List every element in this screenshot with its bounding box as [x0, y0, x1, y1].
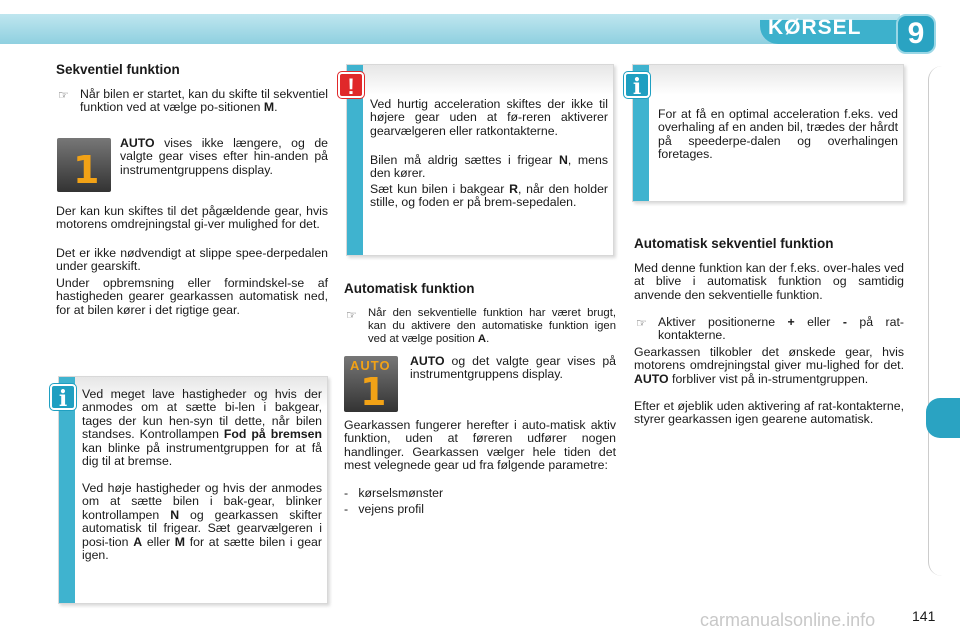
- warning-p1: Ved hurtig acceleration skiftes der ikke til højere gear uden at fø-reren aktiverer gearvælgeren eller ratkontakterne.: [370, 97, 608, 138]
- chapter-number: 9: [896, 14, 936, 54]
- bullet-icon: ☞: [636, 316, 647, 330]
- col2-bullet1: Når den sekventielle funktion har været brugt, kan du aktivere den automatiske funktion igen ved at vælge position A.: [368, 307, 616, 345]
- chapter-edge-tabs: [928, 66, 960, 576]
- col2-list-item-2: - vejens profil: [344, 502, 424, 516]
- header-bar: [0, 0, 960, 48]
- gear-display-icon: 1: [57, 138, 111, 192]
- col1-p2: Det er ikke nødvendigt at slippe spee-derpedalen under gearskift.: [56, 246, 328, 274]
- info-acceleration-p1: For at få en optimal acceleration f.eks. ved overhaling af en anden bil, trædes der hårdt på speederpe-dalen og overhalingen foretages.: [658, 107, 898, 162]
- warning-p3: Sæt kun bilen i bakgear R, når den holder stille, og foden er på brem-sepedalen.: [370, 182, 609, 210]
- heading-automatisk: Automatisk funktion: [344, 281, 475, 296]
- bullet-icon: ☞: [346, 308, 357, 322]
- col1-bullet1: Når bilen er startet, kan du skifte til sekventiel funktion ved at vælge po-sitionen M.: [80, 87, 328, 115]
- page-number: 141: [912, 608, 936, 624]
- col2-auto-text: AUTO og det valgte gear vises på instrumentgruppens display.: [410, 354, 616, 382]
- col2-p1: Gearkassen fungerer herefter i auto-matisk aktiv funktion, uden at føreren udfører nogen handlinger. Gearkassen vælger hele tiden det mest velegnede gear ud fra følgende parametre:: [344, 418, 616, 473]
- col3-p1: Med denne funktion kan der f.eks. over-hales ved at blive i automatisk funktion og samtidig anvende den sekventielle funktion.: [634, 261, 904, 302]
- col2-list-item-1: - kørselsmønster: [344, 486, 444, 500]
- col3-bullet1: Aktiver positionerne + eller - på rat-kontakterne.: [658, 315, 904, 343]
- active-chapter-tab: [926, 398, 960, 438]
- col1-p1: Der kan kun skiftes til det pågældende gear, hvis motorens omdrejningstal gi-ver mulighed for det.: [56, 204, 328, 232]
- info-icon: i: [624, 72, 650, 98]
- heading-sekventiel: Sekventiel funktion: [56, 62, 180, 77]
- info-low-speed-p1: Ved meget lave hastigheder og hvis der anmodes om at sætte bi-len i bakgear, tages der kun hen-syn til dette, når bilen standses. Kontrollampen Fod på bremsen kan blinke på instrumentgruppen for at få dig til at bremse.: [82, 387, 322, 469]
- auto-gear-display-icon: AUTO 1: [344, 356, 398, 412]
- info-icon: i: [50, 384, 76, 410]
- col1-p3: Under opbremsning eller formindskel-se af hastigheden gearer gearkassen automatisk ned, for at bilen kører i det rigtige gear.: [56, 276, 328, 317]
- heading-automatisk-sekventiel: Automatisk sekventiel funktion: [634, 236, 834, 251]
- warning-icon: !: [338, 72, 364, 98]
- col3-p2: Gearkassen tilkobler det ønskede gear, hvis motorens omdrejningstal giver mu-lighed for det. AUTO forbliver vist på in-strumentgruppen.: [634, 345, 904, 386]
- bullet-icon: ☞: [58, 88, 69, 102]
- col3-p3: Efter et øjeblik uden aktivering af rat-kontakterne, styrer gearkassen igen gearene automatisk.: [634, 399, 904, 427]
- info-low-speed-p2: Ved høje hastigheder og hvis der anmodes om at sætte bilen i bak-gear, blinker kontrollampen N og gearkassen skifter automatisk til frigear. Sæt gearvælgeren i posi-tion A eller M for at sætte bilen i gear igen.: [82, 481, 322, 563]
- chapter-title: KØRSEL: [768, 16, 862, 39]
- col1-auto-text: AUTO vises ikke længere, og de valgte gear vises efter hin-anden på instrumentgruppens display.: [120, 136, 328, 177]
- watermark: carmanualsonline.info: [700, 610, 876, 630]
- warning-p2: Bilen må aldrig sættes i frigear N, mens den kører.: [370, 153, 609, 181]
